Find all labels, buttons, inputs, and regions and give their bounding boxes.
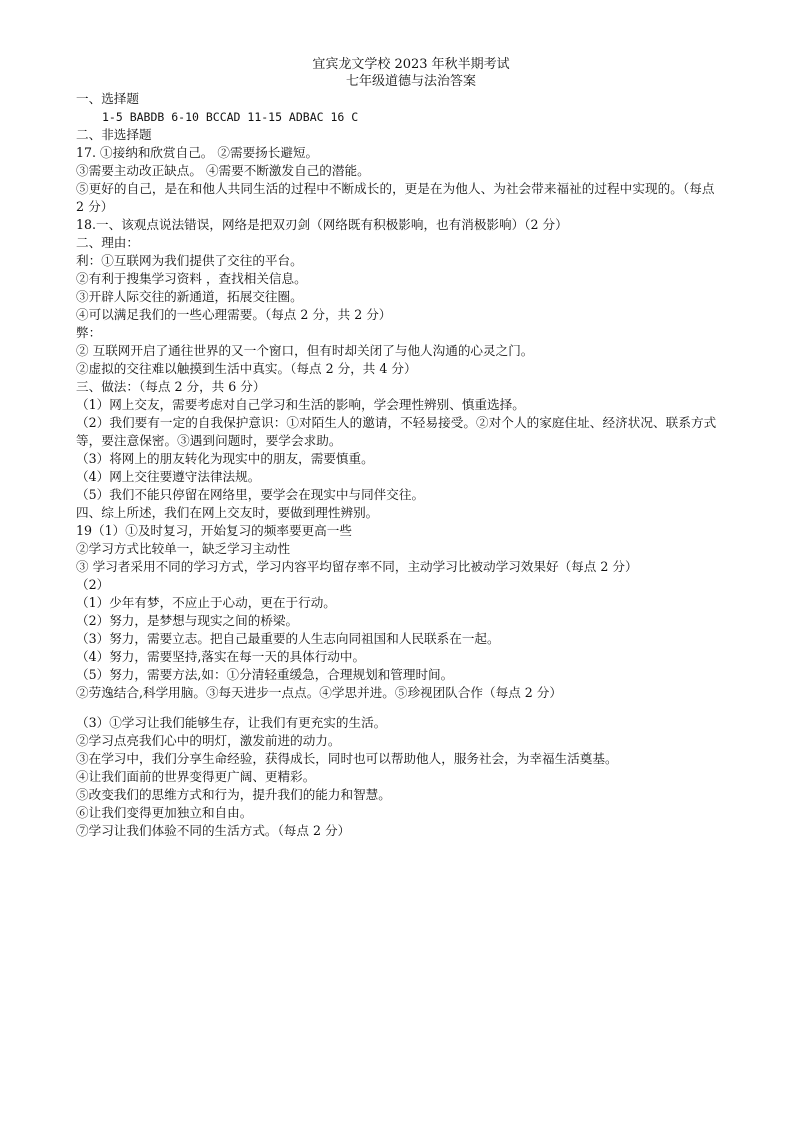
answer-line: （2）我们要有一定的自我保护意识：①对陌生人的邀请，不轻易接受。②对个人的家庭住址、经济状况、联系方式等，要注意保密。③遇到问题时，要学会求助。: [76, 415, 717, 448]
section-heading: 二、非选择题: [76, 127, 152, 142]
answer-line: ③ 学习者采用不同的学习方式，学习内容平均留存率不同，主动学习比被动学习效果好（每点 2 分）: [76, 559, 638, 574]
answer-sheet: [76, 56, 726, 840]
answer-line: 二、理由：: [76, 235, 139, 250]
answer-line: ④可以满足我们的一些心理需要。（每点 2 分，共 2 分）: [76, 307, 392, 322]
blank-line: [76, 702, 726, 714]
answer-line: （1）少年有梦，不应止于心动，更在于行动。: [76, 595, 336, 610]
answer-line: （5）我们不能只停留在网络里，要学会在现实中与同伴交往。: [76, 487, 425, 502]
exam-title: 宜宾龙文学校 2023 年秋半期考试: [312, 57, 510, 72]
answer-line: （2）: [76, 577, 110, 592]
answer-line: 17. ①接纳和欣赏自己。 ②需要扬长避短。: [76, 145, 319, 160]
answer-line: 四、综上所述，我们在网上交友时，要做到理性辨别。: [76, 505, 379, 520]
answer-line: ②学习方式比较单一，缺乏学习主动性: [76, 541, 291, 556]
answer-line: （1）网上交友，需要考虑对自己学习和生活的影响，学会理性辨别、慎重选择。: [76, 397, 525, 412]
answer-line: （3）努力，需要立志。把自己最重要的人生志向同祖国和人民联系在一起。: [76, 631, 500, 646]
answer-line: ⑥让我们变得更加独立和自由。: [76, 805, 253, 820]
answer-line: 18.一、该观点说法错误，网络是把双刃剑（网络既有积极影响，也有消极影响）（2 分）: [76, 217, 568, 232]
answer-line: 19（1）①及时复习，开始复习的频率要更高一些: [76, 523, 352, 538]
answer-line: ②有利于搜集学习资料 ，查找相关信息。: [76, 271, 307, 286]
choice-answers: 1-5 BABDB 6-10 BCCAD 11-15 ADBAC 16 C: [102, 110, 359, 124]
answer-line: ③在学习中，我们分享生命经验，获得成长，同时也可以帮助他人，服务社会，为幸福生活奠基。: [76, 751, 618, 766]
answer-line: ⑤改变我们的思维方式和行为，提升我们的能力和智慧。: [76, 787, 391, 802]
answer-line: ② 互联网开启了通往世界的又一个窗口，但有时却关闭了与他人沟通的心灵之门。: [76, 343, 534, 358]
answer-line: ③需要主动改正缺点。 ④需要不断激发自己的潜能。: [76, 163, 370, 178]
answer-line: （2）努力，是梦想与现实之间的桥梁。: [76, 613, 299, 628]
answer-line: 利：①互联网为我们提供了交往的平台。: [76, 253, 303, 268]
answer-line: ②学习点亮我们心中的明灯，激发前进的动力。: [76, 733, 341, 748]
answer-line: （5）努力，需要方法,如：①分清轻重缓急，合理规划和管理时间。: [76, 667, 454, 682]
answer-line: ③开辟人际交往的新通道，拓展交往圈。: [76, 289, 303, 304]
answer-line: ⑦学习让我们体验不同的生活方式。（每点 2 分）: [76, 823, 351, 838]
answer-line: ②虚拟的交往难以触摸到生活中真实。（每点 2 分，共 4 分）: [76, 361, 417, 376]
answer-line: ⑤更好的自己，是在和他人共同生活的过程中不断成长的，更是在为他人、为社会带来福祉的过程中实现的。（每点 2 分）: [76, 181, 715, 214]
answer-line: ②劳逸结合,科学用脑。③每天进步一点点。④学思并进。⑤珍视团队合作（每点 2 分）: [76, 685, 562, 700]
section-heading: 一、选择题: [76, 91, 139, 106]
exam-subtitle: 七年级道德与法治答案: [345, 74, 476, 89]
answer-line: （4）努力，需要坚持,落实在每一天的具体行动中。: [76, 649, 366, 664]
answer-line: ④让我们面前的世界变得更广阔、更精彩。: [76, 769, 316, 784]
answer-line: （3）①学习让我们能够生存，让我们有更充实的生活。: [76, 715, 387, 730]
answer-line: （3）将网上的朋友转化为现实中的朋友，需要慎重。: [76, 451, 374, 466]
answer-line: （4）网上交往要遵守法律法规。: [76, 469, 261, 484]
answer-line: 弊：: [76, 325, 102, 340]
answer-line: 三、做法：（每点 2 分，共 6 分）: [76, 379, 266, 394]
